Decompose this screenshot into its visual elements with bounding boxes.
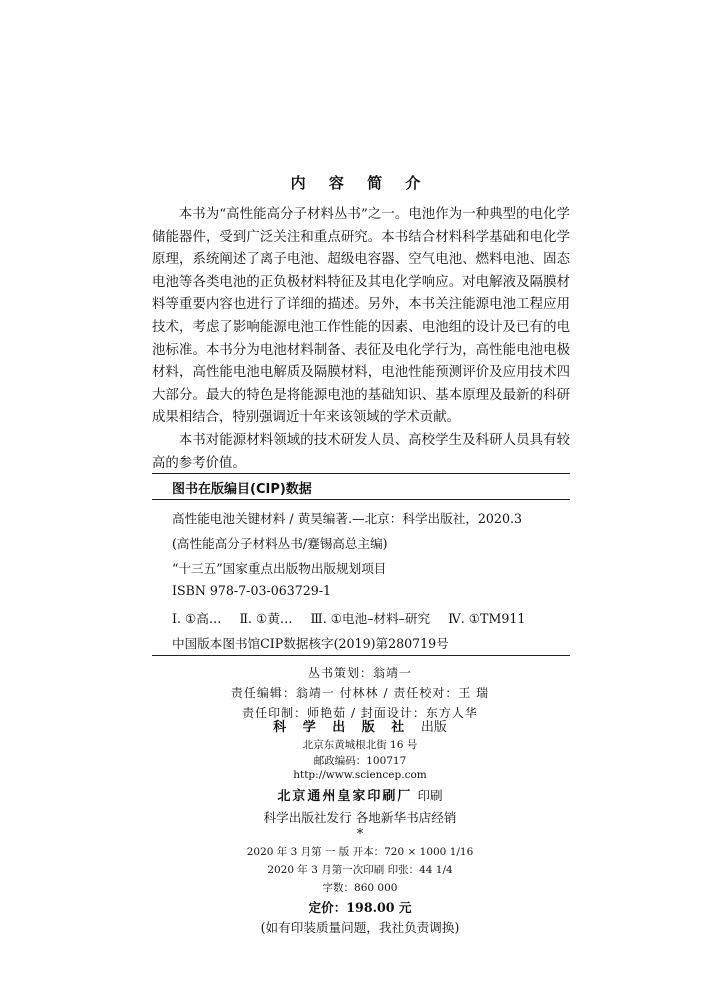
cip-project-line: “十三五”国家重点出版物出版规划项目 <box>172 561 387 576</box>
cip-class-3: Ⅲ. ①电池–材料–研究 <box>310 611 431 626</box>
cip-classification <box>172 608 539 627</box>
cip-class-4: Ⅳ. ①TM911 <box>448 611 526 626</box>
cip-class-1: Ⅰ. ①高… <box>172 611 222 626</box>
cip-class-2: Ⅱ. ①黄… <box>239 611 293 626</box>
price: 定价：198.00 元 <box>308 900 412 915</box>
edition-line: 2020 年 3 月第 一 版 开本：720 × 1000 1/16 <box>246 846 474 858</box>
publisher-address: 北京东黄城根北街 16 号 <box>302 739 418 751</box>
cip-library-number: 中国版本图书馆CIP数据核字(2019)第280719号 <box>172 636 449 651</box>
credit-editors: 责任编辑：翁靖一 付林林 / 责任校对：王 瑞 <box>230 686 490 700</box>
distribution-line: 科学出版社发行 各地新华书店经销 <box>263 810 457 825</box>
publisher-postcode: 邮政编码：100717 <box>313 755 407 767</box>
cip-heading-rule <box>152 499 570 500</box>
printer-name: 北京通州皇家印刷厂 <box>277 789 413 804</box>
printer-line <box>0 785 720 804</box>
quality-notice: (如有印装质量问题，我社负责调换) <box>260 920 460 935</box>
publisher-suffix: 出版 <box>420 720 447 735</box>
cip-series-line: (高性能高分子材料丛书/蹇锡高总主编) <box>172 536 388 551</box>
credit-planning: 丛书策划：翁靖一 <box>307 666 412 680</box>
cip-bottom-rule <box>152 655 570 656</box>
publisher-name-line <box>0 716 720 735</box>
publisher-name: 科 学 出 版 社 <box>273 720 411 735</box>
cip-isbn: ISBN 978-7-03-063729-1 <box>172 583 332 598</box>
cip-heading: 图书在版编目(CIP)数据 <box>172 482 312 497</box>
abstract <box>152 204 570 475</box>
cip-top-rule <box>152 473 570 474</box>
page-title: 内 容 简 介 <box>290 174 430 192</box>
publisher-website: http://www.sciencep.com <box>293 769 427 781</box>
printing-line: 2020 年 3 月第一次印刷 印张：44 1/4 <box>267 864 453 876</box>
credit-printing: 责任印制：师艳茹 / 封面设计：东方人华 <box>242 706 478 720</box>
printer-suffix: 印刷 <box>417 788 443 803</box>
cip-title-line: 高性能电池关键材料 / 黄昊编著.—北京：科学出版社，2020.3 <box>172 511 522 526</box>
separator-star: * <box>356 826 364 841</box>
abstract-paragraph-2: 本书对能源材料领域的技术研发人员、高校学生及科研人员具有较高的参考价值。 <box>152 432 570 471</box>
abstract-paragraph-1: 本书为“高性能高分子材料丛书”之一。电池作为一种典型的电化学储能器件，受到广泛关注和重点研究。本书结合材料科学基础和电化学原理，系统阐述了离子电池、超级电容器、空气电池、燃料电池、固态电池等各类电池的正负极材料特征及其电化学响应。对电解液及隔膜材料等重要内容也进行了详细的描述。另外，本书关注能源电池工程应用技术，考虑了影响能源电池工作性能的因素、电池组的设计及已有的电池标准。本书分为电池材料制备、表征及电化学行为，高性能电池电极材料，高性能电池电解质及隔膜材料，电池性能预测评价及应用技术四大部分。最大的特色是将能源电池的基础知识、基本原理及最新的科研成果相结合，特别强调近十年来该领域的学术贡献。 <box>152 207 570 426</box>
word-count: 字数：860 000 <box>322 882 398 894</box>
